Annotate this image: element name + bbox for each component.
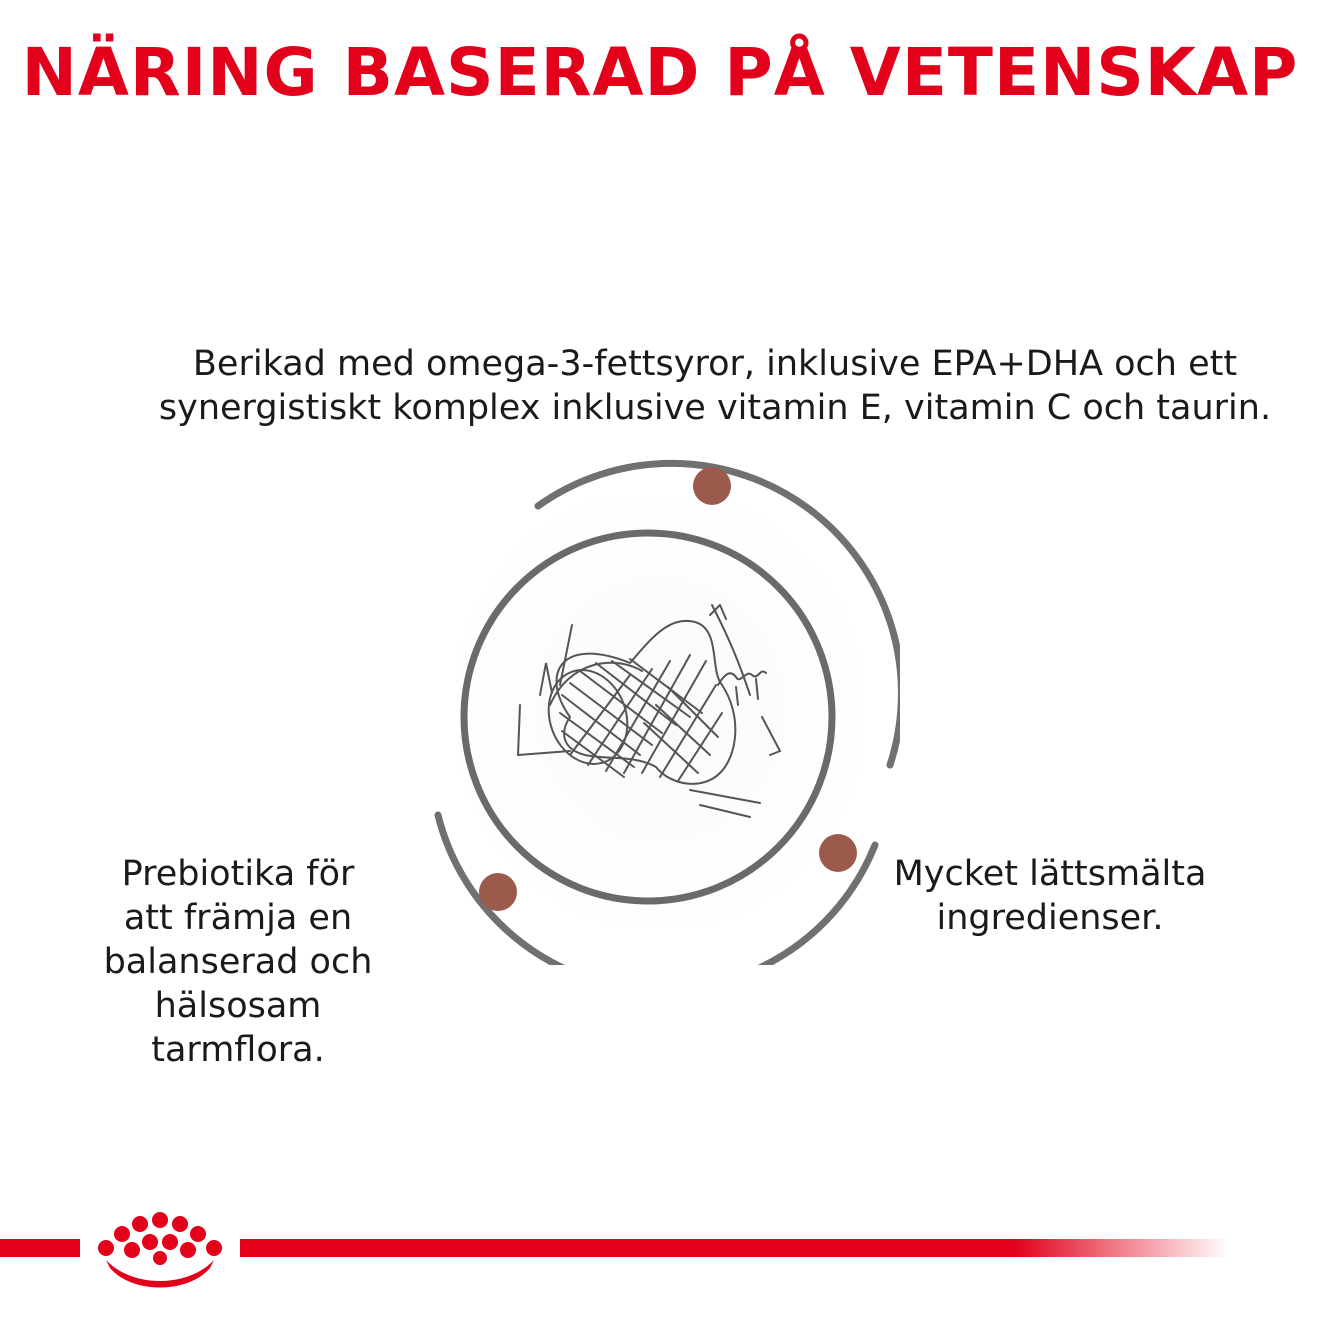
dot-marker-icon xyxy=(819,834,857,872)
benefit-prebiotics: Prebiotika för att främja en balanserad och hälsosam tarmflora. xyxy=(103,854,373,1070)
royal-canin-crown-icon xyxy=(92,1208,228,1288)
benefit-digestibility: Mycket lättsmälta ingredienser. xyxy=(893,854,1207,938)
intestine-illustration xyxy=(420,455,900,965)
dot-marker-icon xyxy=(479,873,517,911)
dot-marker-icon xyxy=(693,467,731,505)
brand-footer xyxy=(0,1200,1320,1300)
footer-line-left xyxy=(0,1239,80,1257)
footer-line-right xyxy=(240,1239,1230,1257)
page-title: NÄRING BASERAD PÅ VETENSKAP xyxy=(21,34,1299,111)
benefit-omega-3: Berikad med omega-3-fettsyror, inklusive EPA+DHA och ett synergistiskt komplex inklusive vitamin E, vitamin C och taurin. xyxy=(158,344,1272,428)
